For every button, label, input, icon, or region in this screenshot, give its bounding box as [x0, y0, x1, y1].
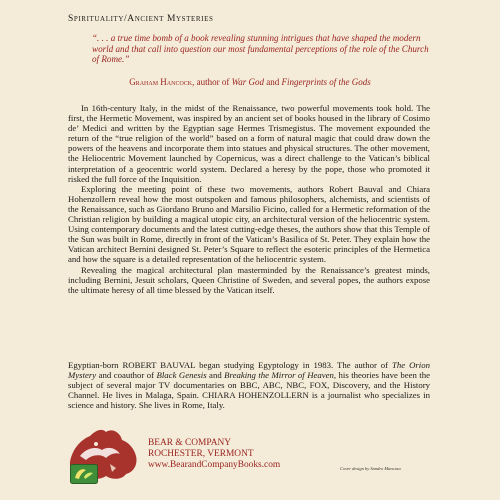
- quote-author-suffix: author of: [194, 77, 232, 87]
- description-paragraph-2: Exploring the meeting point of these two movements, authors Robert Bauval and Chiara Hohenzollern reveal how the most outspoken and famous philosophers, alchemists, and scientists of the Renaissance, such as Giordano Bruno and Marsilio Ficino, called for a Hermetic reformation of the Christian religion by building a magical utopic city, an architectural version of the heliocentric system. Using contemporary documents and the latest cutting-edge theses, the authors show that this Temple of the Sun was built in Rome, directly in front of the Vatican’s Basilica of St. Peter. They explain how the Vatican architect Bernini designed St. Peter’s Square to reflect the esoteric principles of the Hermetica and how the square is a detailed representation of the heliocentric system.: [68, 183, 430, 265]
- quote-and: and: [264, 77, 282, 87]
- description-paragraph-3: Revealing the magical architectural plan masterminded by the Renaissance’s greatest minds, including Bernini, Jesuit scholars, Queen Christine of Sweden, and several popes, the authors expose the ultimate heresy of all time blessed by the Vatican itself.: [68, 264, 430, 295]
- bio-book-1: The Orion Mystery: [68, 360, 430, 381]
- category-label: Spirituality/Ancient Mysteries: [68, 14, 214, 24]
- bio-book-2: Black Genesis: [156, 370, 207, 381]
- bio-book-3: Breaking the Mirror of Heaven: [224, 370, 334, 381]
- design-credit: Cover design by Sandro Mancuso: [340, 466, 401, 471]
- bio-part-2: and coauthor of: [96, 370, 157, 381]
- quote-attribution: [0, 77, 500, 87]
- quote-book-1: War God: [231, 77, 265, 87]
- publisher-url[interactable]: www.BearandCompanyBooks.com: [148, 460, 281, 470]
- quote-book-2: Fingerprints of the Gods: [281, 77, 371, 87]
- publisher-block: [148, 438, 280, 471]
- description-body: [68, 103, 430, 295]
- bio-part-3: and: [206, 370, 225, 381]
- bio-part-1: Egyptian-born ROBERT BAUVAL began studying Egyptology in 1983. The author of: [68, 360, 393, 370]
- publisher-city: ROCHESTER, VERMONT: [148, 449, 254, 459]
- bio-part-4: , his theories have been the subject of several major TV documentaries on BBC, ABC, NBC, FOX, Discovery, and the History Channel. He lives in Malaga, Spain. CHIARA HOHENZOLLERN is a journalist who specializes in science and history. She lives in Rome, Italy.: [68, 370, 430, 411]
- endorsement-quote: “. . . a true time bomb of a book revealing stunning intrigues that have shaped the modern world and that call into question our most fundamental perceptions of the role of the Church of Rome.”: [92, 33, 429, 65]
- publisher-name: BEAR & COMPANY: [148, 438, 232, 448]
- description-paragraph-1: In 16th-century Italy, in the midst of the Renaissance, two powerful movements took hold. The first, the Hermetic Movement, was inspired by an ancient set of books housed in the library of Cosimo de’ Medici and written by the Egyptian sage Hermes Trismegistus. The movement expounded the return of the “true religion of the world” based on a form of natural magic that could draw down the powers of the heavens and incorporate them into statues and physical structures. The other movement, the Heliocentric Movement launched by Copernicus, was a direct challenge to the Vatican’s biblical interpretation of a geocentric world system. Declared a heresy by the pope, those who promoted it risked the full force of the Inquisition.: [68, 103, 430, 184]
- soy-ink-badge-icon: [70, 464, 98, 484]
- quote-author: Graham Hancock,: [129, 77, 195, 87]
- author-bio: [68, 360, 430, 410]
